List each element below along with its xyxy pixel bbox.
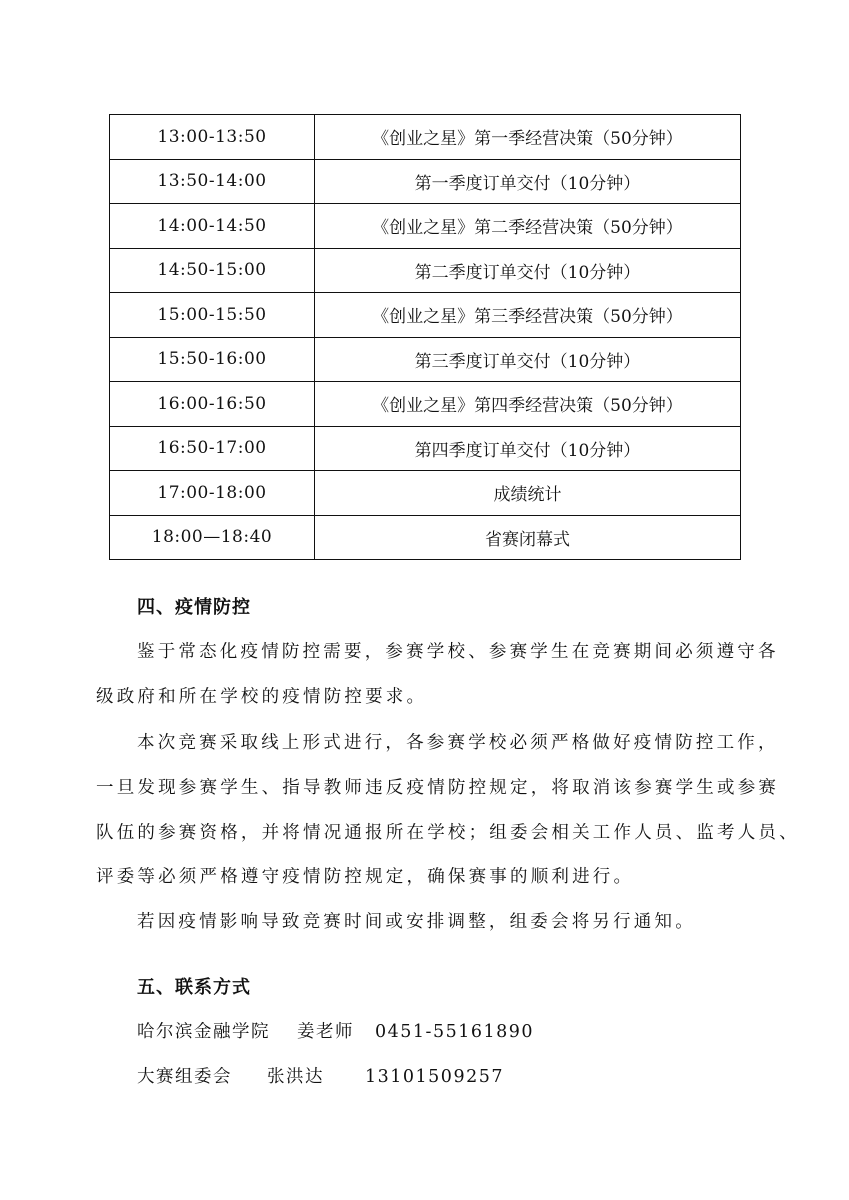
table-row — [110, 337, 741, 382]
event-cell: 第一季度订单交付（10分钟） — [315, 159, 741, 204]
time-cell: 13:50-14:00 — [110, 159, 315, 204]
section-heading-epidemic: 四、疫情防控 — [137, 597, 251, 618]
table-row — [110, 426, 741, 471]
event-cell: 第二季度订单交付（10分钟） — [315, 248, 741, 293]
table-row — [110, 382, 741, 427]
contact-line — [137, 1063, 504, 1088]
contact-org: 大赛组委会 — [137, 1067, 232, 1087]
time-cell: 17:00-18:00 — [110, 471, 315, 516]
time-cell: 13:00-13:50 — [110, 115, 315, 160]
table-row — [110, 515, 741, 560]
event-cell: 《创业之星》第四季经营决策（50分钟） — [315, 382, 741, 427]
paragraph-line: 鉴于常态化疫情防控需要，参赛学校、参赛学生在竞赛期间必须遵守各 — [137, 642, 779, 662]
contact-phone: 13101509257 — [365, 1067, 504, 1087]
contact-org: 哈尔滨金融学院 — [137, 1022, 270, 1042]
time-cell: 14:00-14:50 — [110, 204, 315, 249]
time-cell: 16:00-16:50 — [110, 382, 315, 427]
time-cell: 15:00-15:50 — [110, 293, 315, 338]
paragraph-line: 本次竞赛采取线上形式进行，各参赛学校必须严格做好疫情防控工作， — [137, 733, 779, 753]
table-row — [110, 115, 741, 160]
event-cell: 第三季度订单交付（10分钟） — [315, 337, 741, 382]
contact-phone: 0451-55161890 — [375, 1022, 535, 1042]
schedule-table — [109, 114, 741, 560]
paragraph-line: 一旦发现参赛学生、指导教师违反疫情防控规定，将取消该参赛学生或参赛 — [96, 778, 780, 798]
table-row — [110, 293, 741, 338]
time-cell: 14:50-15:00 — [110, 248, 315, 293]
table-row — [110, 471, 741, 516]
time-cell: 18:00—18:40 — [110, 515, 315, 560]
table-row — [110, 159, 741, 204]
section-heading-contact: 五、联系方式 — [137, 977, 251, 998]
event-cell: 省赛闭幕式 — [315, 515, 741, 560]
time-cell: 15:50-16:00 — [110, 337, 315, 382]
table-row — [110, 204, 741, 249]
paragraph-line: 若因疫情影响导致竞赛时间或安排调整，组委会将另行通知。 — [137, 912, 696, 932]
event-cell: 《创业之星》第三季经营决策（50分钟） — [315, 293, 741, 338]
contact-line — [137, 1018, 534, 1043]
paragraph-line: 评委等必须严格遵守疫情防控规定，确保赛事的顺利进行。 — [96, 867, 635, 887]
event-cell: 第四季度订单交付（10分钟） — [315, 426, 741, 471]
event-cell: 《创业之星》第二季经营决策（50分钟） — [315, 204, 741, 249]
table-row — [110, 248, 741, 293]
contact-name: 张洪达 — [267, 1067, 324, 1087]
time-cell: 16:50-17:00 — [110, 426, 315, 471]
event-cell: 《创业之星》第一季经营决策（50分钟） — [315, 115, 741, 160]
event-cell: 成绩统计 — [315, 471, 741, 516]
paragraph-line: 级政府和所在学校的疫情防控要求。 — [96, 687, 428, 707]
paragraph-line: 队伍的参赛资格，并将情况通报所在学校；组委会相关工作人员、监考人员、 — [96, 823, 800, 843]
contact-name: 姜老师 — [297, 1022, 354, 1042]
